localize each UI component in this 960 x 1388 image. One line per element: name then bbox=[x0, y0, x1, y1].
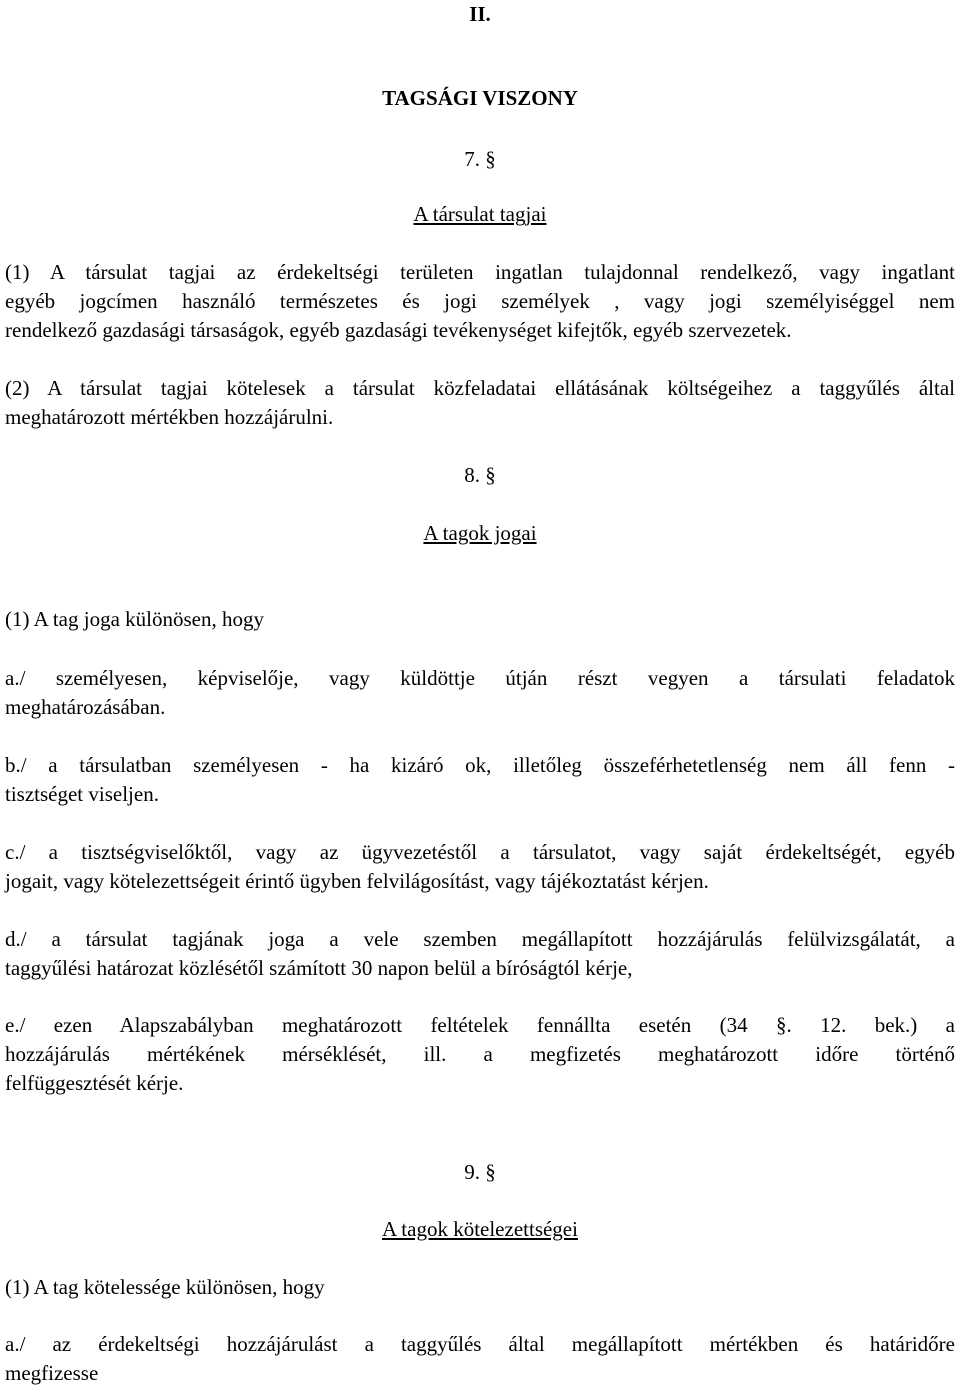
section-7-number: 7. bbox=[464, 147, 480, 171]
paragraph-line: b./ a társulatban személyesen - ha kizáró ok, illetőleg összeférhetetlenség nem áll fenn - bbox=[5, 753, 955, 777]
paragraph-line: (2) A társulat tagjai kötelesek a társulat közfeladatai ellátásának költségeihez a taggyűlés által bbox=[5, 376, 955, 400]
section-8-intro: (1) A tag joga különösen, hogy bbox=[5, 607, 264, 631]
section-8-title: A tagok jogai bbox=[423, 521, 537, 545]
chapter-title: TAGSÁGI VISZONY bbox=[382, 86, 578, 110]
section-8-heading bbox=[0, 461, 960, 490]
paragraph-line: taggyűlési határozat közlésétől számított 30 napon belül a bíróságtól kérje, bbox=[5, 956, 633, 980]
paragraph-line: jogait, vagy kötelezettségeit érintő ügyben felvilágosítást, vagy tájékoztatást kérjen. bbox=[5, 869, 709, 893]
section-9-title: A tagok kötelezettségei bbox=[382, 1217, 578, 1241]
paragraph-line: egyéb jogcímen használó természetes és jogi személyek , vagy jogi személyiséggel nem bbox=[5, 289, 955, 313]
paragraph-line: a./ személyesen, képviselője, vagy küldöttje útján részt vegyen a társulati feladatok bbox=[5, 666, 955, 690]
paragraph-line: rendelkező gazdasági társaságok, egyéb gazdasági tevékenységet kifejtők, egyéb szervezetek. bbox=[5, 318, 792, 342]
section-9-intro: (1) A tag kötelessége különösen, hogy bbox=[5, 1275, 325, 1299]
section-8-item-b bbox=[5, 751, 955, 809]
paragraph-line: (1) A társulat tagjai az érdekeltségi területen ingatlan tulajdonnal rendelkező, vagy ingatlant bbox=[5, 260, 955, 284]
section-7-paragraph-1 bbox=[5, 258, 955, 345]
paragraph-line: e./ ezen Alapszabályban meghatározott feltételek fennállta esetén (34 §. 12. bek.) a bbox=[5, 1013, 955, 1037]
paragraph-line: meghatározásában. bbox=[5, 695, 166, 719]
section-8-number: 8. bbox=[464, 463, 480, 487]
section-8-item-d bbox=[5, 925, 955, 983]
section-9-item-a bbox=[5, 1330, 955, 1388]
paragraph-line: d./ a társulat tagjának joga a vele szemben megállapított hozzájárulás felülvizsgálatát, a bbox=[5, 927, 955, 951]
paragraph-line: felfüggesztését kérje. bbox=[5, 1071, 184, 1095]
section-9-heading bbox=[0, 1158, 960, 1187]
paragraph-line: meghatározott mértékben hozzájárulni. bbox=[5, 405, 334, 429]
paragraph-line: hozzájárulás mértékének mérséklését, ill. a megfizetés meghatározott időre történő bbox=[5, 1042, 955, 1066]
section-7-title: A társulat tagjai bbox=[413, 202, 547, 226]
section-8-item-c bbox=[5, 838, 955, 896]
section-9-number: 9. bbox=[464, 1160, 480, 1184]
section-7-paragraph-2 bbox=[5, 374, 955, 432]
paragraph-line: c./ a tisztségviselőktől, vagy az ügyvezetéstől a társulatot, vagy saját érdekeltségét, egyéb bbox=[5, 840, 955, 864]
section-symbol: § bbox=[485, 147, 496, 171]
section-symbol: § bbox=[485, 463, 496, 487]
paragraph-line: tisztséget viseljen. bbox=[5, 782, 159, 806]
paragraph-line: a./ az érdekeltségi hozzájárulást a taggyűlés által megállapított mértékben és határidőre bbox=[5, 1332, 955, 1356]
section-symbol: § bbox=[485, 1160, 496, 1184]
chapter-number: II. bbox=[469, 2, 491, 26]
section-7-heading bbox=[0, 145, 960, 174]
paragraph-line: megfizesse bbox=[5, 1361, 99, 1385]
section-8-item-a bbox=[5, 664, 955, 722]
section-8-item-e bbox=[5, 1011, 955, 1098]
